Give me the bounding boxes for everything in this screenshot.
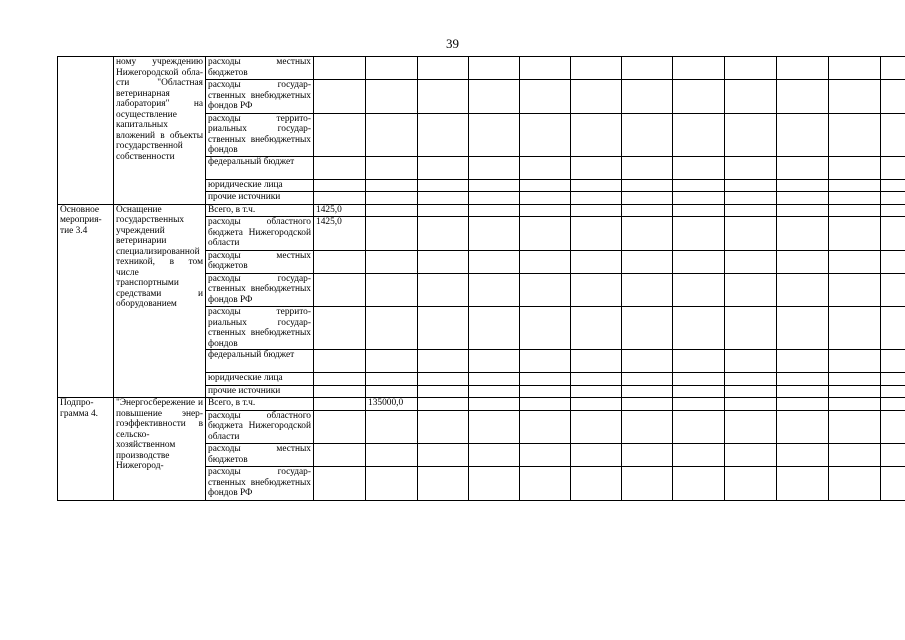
value-cell xyxy=(881,410,905,444)
value-cell xyxy=(622,217,673,251)
value-cell xyxy=(314,467,366,501)
value-cell xyxy=(829,80,881,114)
value-cell xyxy=(622,350,673,373)
value-cell xyxy=(520,192,571,205)
value-cell xyxy=(777,467,829,501)
value-cell xyxy=(418,373,469,386)
value-cell xyxy=(366,217,418,251)
value-cell xyxy=(673,156,725,179)
value-cell xyxy=(571,250,622,273)
value-cell xyxy=(314,444,366,467)
value-cell xyxy=(571,307,622,350)
value-cell xyxy=(469,156,520,179)
value-cell xyxy=(881,467,905,501)
value-cell xyxy=(622,80,673,114)
value-cell xyxy=(881,250,905,273)
value-cell xyxy=(829,273,881,307)
value-cell xyxy=(520,250,571,273)
value-cell xyxy=(622,444,673,467)
value-cell xyxy=(314,80,366,114)
funding-source: расходы государственных внебюджетных фондов РФ xyxy=(206,467,314,501)
value-cell xyxy=(777,192,829,205)
value-cell xyxy=(829,307,881,350)
value-cell xyxy=(725,179,777,192)
value-cell xyxy=(520,217,571,251)
value-cell xyxy=(520,307,571,350)
value-cell xyxy=(881,204,905,217)
value-cell xyxy=(725,217,777,251)
value-cell xyxy=(469,192,520,205)
value-cell xyxy=(418,350,469,373)
measure-description: "Энергосбережение и повышение энергоэффективности в сельскохозяйственном производстве Нижегород- xyxy=(114,398,206,501)
value-cell xyxy=(571,444,622,467)
value-cell xyxy=(366,113,418,156)
value-cell xyxy=(571,217,622,251)
value-cell xyxy=(520,373,571,386)
value-cell xyxy=(469,250,520,273)
value-cell xyxy=(829,113,881,156)
value-cell xyxy=(622,398,673,411)
value-cell xyxy=(366,192,418,205)
funding-source: юридические лица xyxy=(206,373,314,386)
value-cell xyxy=(777,57,829,80)
value-cell xyxy=(622,307,673,350)
value-cell xyxy=(469,80,520,114)
value-cell xyxy=(418,80,469,114)
value-cell xyxy=(418,179,469,192)
value-cell xyxy=(881,192,905,205)
value-cell xyxy=(571,113,622,156)
value-cell xyxy=(418,113,469,156)
funding-source: юридические лица xyxy=(206,179,314,192)
funding-source: расходы местных бюджетов xyxy=(206,250,314,273)
value-cell xyxy=(418,192,469,205)
value-cell xyxy=(725,113,777,156)
value-cell xyxy=(777,156,829,179)
value-cell xyxy=(829,467,881,501)
row-label: Основное мероприятие 3.4 xyxy=(58,204,114,398)
value-cell xyxy=(881,217,905,251)
value-cell xyxy=(469,179,520,192)
table-row xyxy=(58,57,905,80)
value-cell xyxy=(571,156,622,179)
funding-source: Всего, в т.ч. xyxy=(206,204,314,217)
value-cell xyxy=(571,467,622,501)
value-cell xyxy=(418,467,469,501)
value-cell xyxy=(829,373,881,386)
value-cell xyxy=(829,179,881,192)
funding-source: федеральный бюджет xyxy=(206,350,314,373)
value-cell xyxy=(725,467,777,501)
value-cell xyxy=(314,156,366,179)
funding-source: прочие источники xyxy=(206,385,314,398)
value-cell xyxy=(622,156,673,179)
value-cell xyxy=(520,350,571,373)
value-cell xyxy=(366,80,418,114)
funding-source: расходы государственных внебюджетных фондов РФ xyxy=(206,273,314,307)
value-cell xyxy=(314,273,366,307)
row-label: Подпрограмма 4. xyxy=(58,398,114,501)
value-cell xyxy=(881,373,905,386)
value-cell xyxy=(777,385,829,398)
value-cell xyxy=(725,273,777,307)
value-cell xyxy=(622,467,673,501)
value-cell xyxy=(520,204,571,217)
value-cell xyxy=(829,204,881,217)
value-cell xyxy=(829,156,881,179)
value-cell xyxy=(469,373,520,386)
value-cell xyxy=(777,250,829,273)
value-cell xyxy=(418,398,469,411)
value-cell xyxy=(881,385,905,398)
value-cell xyxy=(366,444,418,467)
value-cell xyxy=(673,204,725,217)
value-cell xyxy=(622,57,673,80)
value-cell: 1425,0 xyxy=(314,217,366,251)
value-cell xyxy=(725,385,777,398)
value-cell xyxy=(881,444,905,467)
value-cell xyxy=(366,350,418,373)
value-cell xyxy=(571,373,622,386)
value-cell xyxy=(673,350,725,373)
value-cell xyxy=(469,385,520,398)
value-cell xyxy=(314,179,366,192)
funding-source: Всего, в т.ч. xyxy=(206,398,314,411)
value-cell xyxy=(777,204,829,217)
value-cell xyxy=(314,373,366,386)
value-cell xyxy=(622,410,673,444)
value-cell xyxy=(366,385,418,398)
value-cell xyxy=(418,307,469,350)
value-cell xyxy=(673,113,725,156)
value-cell xyxy=(777,307,829,350)
value-cell xyxy=(725,398,777,411)
value-cell xyxy=(777,113,829,156)
value-cell xyxy=(673,273,725,307)
value-cell xyxy=(469,204,520,217)
value-cell xyxy=(520,273,571,307)
value-cell xyxy=(418,204,469,217)
value-cell xyxy=(314,57,366,80)
value-cell xyxy=(881,57,905,80)
value-cell xyxy=(314,192,366,205)
value-cell xyxy=(725,307,777,350)
value-cell xyxy=(777,410,829,444)
value-cell xyxy=(469,410,520,444)
value-cell xyxy=(366,410,418,444)
value-cell xyxy=(725,57,777,80)
value-cell xyxy=(520,444,571,467)
value-cell xyxy=(673,398,725,411)
value-cell xyxy=(829,444,881,467)
value-cell xyxy=(571,398,622,411)
value-cell xyxy=(673,192,725,205)
value-cell xyxy=(571,204,622,217)
value-cell xyxy=(366,179,418,192)
value-cell xyxy=(673,444,725,467)
value-cell xyxy=(571,80,622,114)
value-cell xyxy=(366,204,418,217)
value-cell xyxy=(571,385,622,398)
value-cell xyxy=(881,179,905,192)
value-cell xyxy=(622,179,673,192)
value-cell xyxy=(881,113,905,156)
value-cell xyxy=(725,250,777,273)
value-cell xyxy=(314,350,366,373)
funding-source: федеральный бюджет xyxy=(206,156,314,179)
value-cell xyxy=(829,398,881,411)
value-cell xyxy=(881,398,905,411)
value-cell xyxy=(571,410,622,444)
funding-source: расходы территориальных государственных внебюджетных фондов xyxy=(206,113,314,156)
value-cell xyxy=(725,204,777,217)
value-cell xyxy=(673,57,725,80)
value-cell: 1425,0 xyxy=(314,204,366,217)
table-row xyxy=(58,398,905,411)
value-cell xyxy=(571,192,622,205)
value-cell xyxy=(622,250,673,273)
funding-source: расходы местных бюджетов xyxy=(206,444,314,467)
value-cell xyxy=(622,385,673,398)
value-cell xyxy=(777,398,829,411)
value-cell xyxy=(777,373,829,386)
value-cell xyxy=(469,307,520,350)
value-cell xyxy=(366,57,418,80)
value-cell xyxy=(622,373,673,386)
value-cell xyxy=(829,410,881,444)
value-cell xyxy=(673,179,725,192)
value-cell xyxy=(418,57,469,80)
value-cell xyxy=(520,179,571,192)
value-cell xyxy=(571,179,622,192)
value-cell xyxy=(725,192,777,205)
value-cell xyxy=(622,204,673,217)
value-cell xyxy=(673,385,725,398)
value-cell xyxy=(520,156,571,179)
value-cell xyxy=(469,467,520,501)
value-cell xyxy=(881,80,905,114)
value-cell xyxy=(777,273,829,307)
value-cell xyxy=(725,410,777,444)
value-cell xyxy=(366,250,418,273)
value-cell xyxy=(622,273,673,307)
value-cell xyxy=(829,350,881,373)
value-cell xyxy=(673,80,725,114)
value-cell xyxy=(469,350,520,373)
value-cell xyxy=(622,113,673,156)
page-number: 39 xyxy=(446,36,459,51)
value-cell xyxy=(673,467,725,501)
value-cell xyxy=(777,179,829,192)
funding-source: расходы областного бюджета Нижегородской области xyxy=(206,410,314,444)
value-cell xyxy=(829,57,881,80)
value-cell xyxy=(520,398,571,411)
value-cell xyxy=(725,373,777,386)
value-cell xyxy=(725,80,777,114)
value-cell xyxy=(418,250,469,273)
value-cell xyxy=(469,398,520,411)
value-cell xyxy=(314,113,366,156)
funding-source: расходы областного бюджета Нижегородской области xyxy=(206,217,314,251)
value-cell xyxy=(829,192,881,205)
value-cell xyxy=(725,156,777,179)
budget-table xyxy=(57,56,905,501)
value-cell xyxy=(829,217,881,251)
value-cell xyxy=(777,80,829,114)
value-cell xyxy=(469,57,520,80)
value-cell xyxy=(314,307,366,350)
funding-source: расходы территориальных государственных внебюджетных фондов xyxy=(206,307,314,350)
measure-description: Оснащение государственных учреждений ветеринарии специализированной техникой, в том числе транспортными средствами и оборудованием xyxy=(114,204,206,398)
value-cell xyxy=(418,156,469,179)
table-row xyxy=(58,204,905,217)
value-cell xyxy=(418,217,469,251)
value-cell xyxy=(725,350,777,373)
value-cell xyxy=(366,373,418,386)
value-cell xyxy=(829,250,881,273)
value-cell xyxy=(725,444,777,467)
value-cell xyxy=(673,373,725,386)
value-cell xyxy=(520,385,571,398)
row-label xyxy=(58,57,114,205)
value-cell xyxy=(622,192,673,205)
value-cell xyxy=(673,217,725,251)
value-cell xyxy=(520,467,571,501)
value-cell xyxy=(777,217,829,251)
value-cell xyxy=(366,307,418,350)
funding-source: расходы государственных внебюджетных фондов РФ xyxy=(206,80,314,114)
value-cell xyxy=(314,385,366,398)
value-cell xyxy=(314,410,366,444)
value-cell xyxy=(673,410,725,444)
value-cell xyxy=(418,410,469,444)
value-cell: 135000,0 xyxy=(366,398,418,411)
value-cell xyxy=(829,385,881,398)
funding-source: прочие источники xyxy=(206,192,314,205)
value-cell xyxy=(520,80,571,114)
value-cell xyxy=(881,273,905,307)
value-cell xyxy=(673,307,725,350)
value-cell xyxy=(469,444,520,467)
value-cell xyxy=(366,467,418,501)
value-cell xyxy=(571,273,622,307)
value-cell xyxy=(469,113,520,156)
value-cell xyxy=(673,250,725,273)
value-cell xyxy=(418,444,469,467)
value-cell xyxy=(881,156,905,179)
value-cell xyxy=(366,273,418,307)
value-cell xyxy=(571,57,622,80)
value-cell xyxy=(314,250,366,273)
value-cell xyxy=(366,156,418,179)
funding-source: расходы местных бюджетов xyxy=(206,57,314,80)
value-cell xyxy=(520,410,571,444)
value-cell xyxy=(314,398,366,411)
value-cell xyxy=(571,350,622,373)
value-cell xyxy=(469,217,520,251)
value-cell xyxy=(520,113,571,156)
value-cell xyxy=(469,273,520,307)
value-cell xyxy=(418,273,469,307)
value-cell xyxy=(777,350,829,373)
value-cell xyxy=(418,385,469,398)
value-cell xyxy=(881,307,905,350)
value-cell xyxy=(777,444,829,467)
value-cell xyxy=(520,57,571,80)
measure-description: ному учреждению Нижегородской области "Областная ветеринарная лаборатория" на осуществление капитальных вложений в объекты государственной собственности xyxy=(114,57,206,205)
value-cell xyxy=(881,350,905,373)
